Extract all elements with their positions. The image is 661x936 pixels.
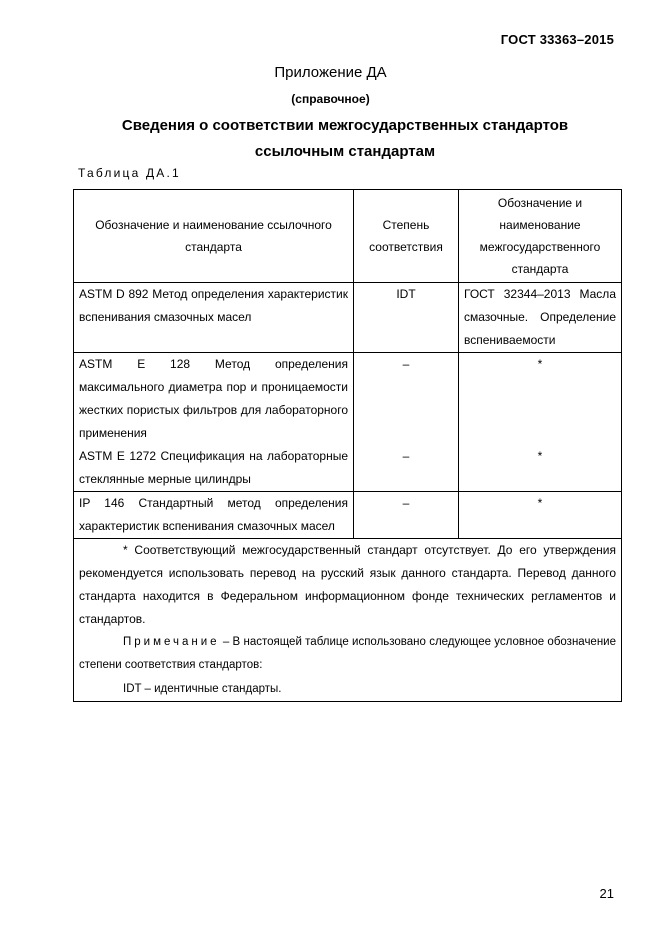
row-degree: IDT <box>354 283 459 353</box>
header-ref-standard: Обозначение и наименование ссылочного стандарта <box>74 190 354 283</box>
table-note <box>79 631 616 677</box>
table-footnote-row <box>74 539 622 702</box>
row-ref-standard: ASTM E 1272 Спецификация на лабораторные стеклянные мерные цилиндры <box>79 449 348 486</box>
note-idt-definition: IDT – идентичные стандарты. <box>123 683 282 695</box>
appendix-heading-line1: Сведения о соответствии межгосударственных стандартов <box>121 117 569 134</box>
table-row <box>74 283 622 353</box>
appendix-reference: (справочное) <box>291 92 370 106</box>
row-interstate-standard: ГОСТ 32344–2013 Масла смазочные. Определение вспениваемости <box>459 283 622 353</box>
row-ref-standard: ASTM E 128 Метод определения максимального диаметра пор и проницаемости жестких пористых фильтров для лабораторного применения <box>79 357 348 440</box>
table-footnote-cell <box>74 539 622 702</box>
row-ref-standard: IP 146 Стандартный метод определения характеристик вспенивания смазочных масел <box>74 492 354 539</box>
row-ref-group <box>74 353 354 492</box>
row-ref-standard: ASTM D 892 Метод определения характеристик вспенивания смазочных масел <box>74 283 354 353</box>
row-interstate-standard: * <box>537 449 543 463</box>
appendix-title: Приложение ДА <box>274 64 387 81</box>
table-row <box>74 353 622 492</box>
footnote-text: * Соответствующий межгосударственный стандарт отсутствует. До его утверждения рекомендуется использовать перевод на русский язык данного стандарта. Перевод данного стандарта находится в Федеральном информационном фонде технических регламентов и стандартов. <box>79 543 616 626</box>
page-number: 21 <box>599 886 614 901</box>
row-interstate-standard: * <box>537 357 543 371</box>
header-interstate-standard: Обозначение и наименование межгосударственного стандарта <box>459 190 622 283</box>
correspondence-table <box>73 189 622 702</box>
row-degree: – <box>354 492 459 539</box>
row-interstate-standard: * <box>459 492 622 539</box>
table-label: Таблица ДА.1 <box>78 166 181 180</box>
standard-id: ГОСТ 33363–2015 <box>500 32 614 47</box>
appendix-heading <box>60 113 630 165</box>
appendix-heading-line2: ссылочным стандартам <box>254 143 436 160</box>
table-row <box>74 492 622 539</box>
row-degree-group <box>354 353 459 492</box>
header-degree: Степень соответствия <box>354 190 459 283</box>
row-degree: – <box>402 449 410 463</box>
row-degree: – <box>402 357 410 371</box>
table-header-row <box>74 190 622 283</box>
note-text: – В настоящей таблице использовано следующее условное обозначение степени соответствия стандартов: <box>79 636 616 671</box>
note-label: Примечание <box>123 636 220 648</box>
row-interstate-group <box>459 353 622 492</box>
